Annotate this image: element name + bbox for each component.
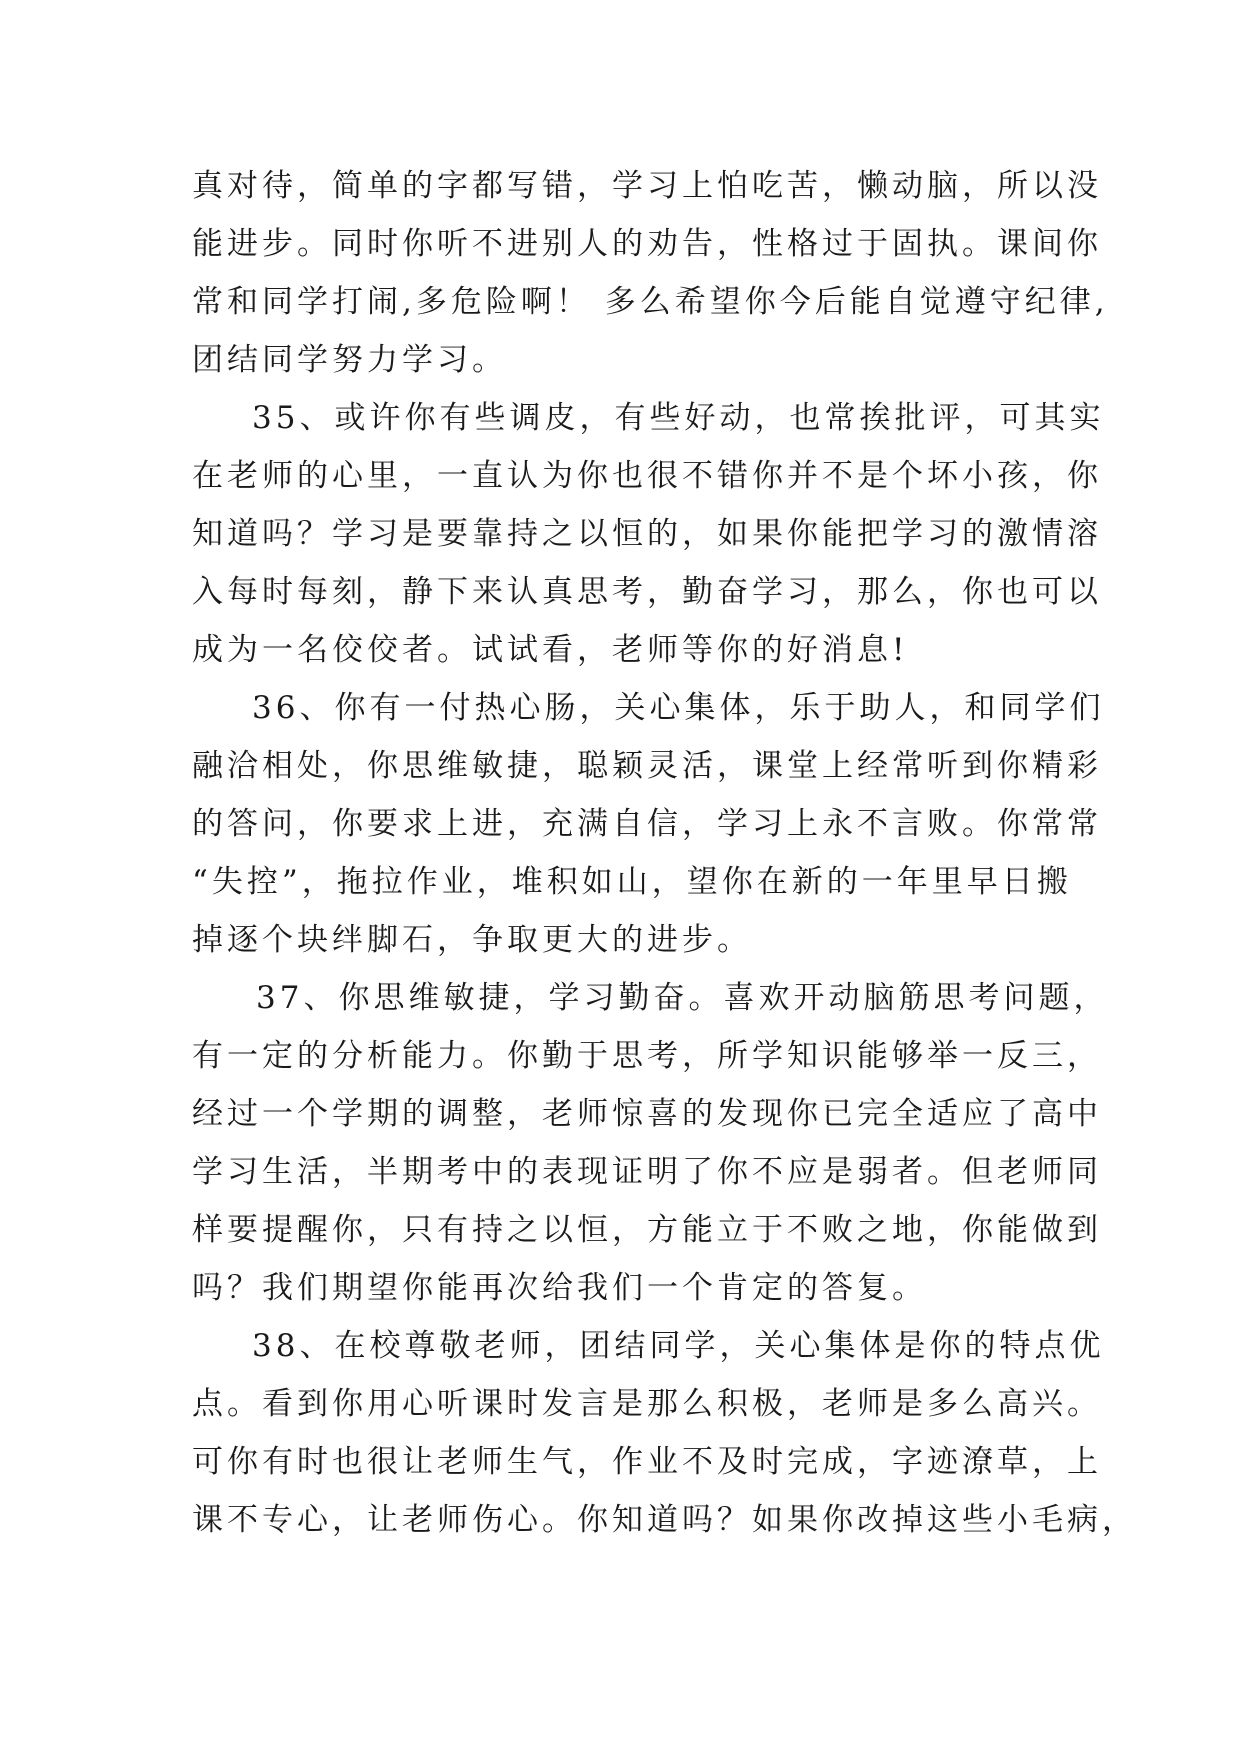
paragraph-36 xyxy=(192,679,1105,969)
paragraph-35 xyxy=(192,389,1105,679)
text-line: 在老师的心里，一直认为你也很不错你并不是个坏小孩，你 xyxy=(192,458,1102,494)
paragraph-continued xyxy=(192,157,1109,389)
text-line: 常和同学打闹,多危险啊！ 多么希望你今后能自觉遵守纪律, xyxy=(192,284,1109,320)
text-line: 知道吗？学习是要靠持之以恒的，如果你能把学习的激情溶 xyxy=(192,516,1102,552)
text-line: 经过一个学期的调整，老师惊喜的发现你已完全适应了高中 xyxy=(192,1096,1102,1132)
text-line: 能进步。同时你听不进别人的劝告，性格过于固执。课间你 xyxy=(192,226,1102,262)
text-line: 课不专心，让老师伤心。你知道吗？如果你改掉这些小毛病， xyxy=(192,1502,1137,1538)
text-line: 38、在校尊敬老师，团结同学，关心集体是你的特点优 xyxy=(252,1328,1105,1364)
text-line: 融洽相处，你思维敏捷，聪颖灵活，课堂上经常听到你精彩 xyxy=(192,748,1102,784)
text-line: 可你有时也很让老师生气，作业不及时完成，字迹潦草，上 xyxy=(192,1444,1102,1480)
text-line: 37、你思维敏捷，学习勤奋。喜欢开动脑筋思考问题， xyxy=(256,980,1109,1016)
text-line: 点。看到你用心听课时发言是那么积极，老师是多么高兴。 xyxy=(192,1386,1102,1422)
text-line: “失控”，拖拉作业，堆积如山，望你在新的一年里早日搬 xyxy=(192,864,1072,900)
text-line: 样要提醒你，只有持之以恒，方能立于不败之地，你能做到 xyxy=(192,1212,1102,1248)
text-line: 成为一名佼佼者。试试看，老师等你的好消息! xyxy=(192,632,909,668)
text-line: 入每时每刻，静下来认真思考，勤奋学习，那么，你也可以 xyxy=(192,574,1102,610)
document-body xyxy=(192,157,1137,1549)
paragraph-37 xyxy=(192,969,1109,1317)
text-line: 掉逐个块绊脚石，争取更大的进步。 xyxy=(192,922,752,958)
text-line: 真对待，简单的字都写错，学习上怕吃苦，懒动脑，所以没 xyxy=(192,168,1102,204)
text-line: 吗？我们期望你能再次给我们一个肯定的答复。 xyxy=(192,1270,927,1306)
text-line: 36、你有一付热心肠，关心集体，乐于助人，和同学们 xyxy=(252,690,1105,726)
text-line: 的答问，你要求上进，充满自信，学习上永不言败。你常常 xyxy=(192,806,1102,842)
text-line: 学习生活，半期考中的表现证明了你不应是弱者。但老师同 xyxy=(192,1154,1102,1190)
text-line: 35、或许你有些调皮，有些好动，也常挨批评，可其实 xyxy=(252,400,1105,436)
text-line: 团结同学努力学习。 xyxy=(192,342,507,378)
text-line: 有一定的分析能力。你勤于思考，所学知识能够举一反三， xyxy=(192,1038,1102,1074)
paragraph-38 xyxy=(192,1317,1137,1549)
